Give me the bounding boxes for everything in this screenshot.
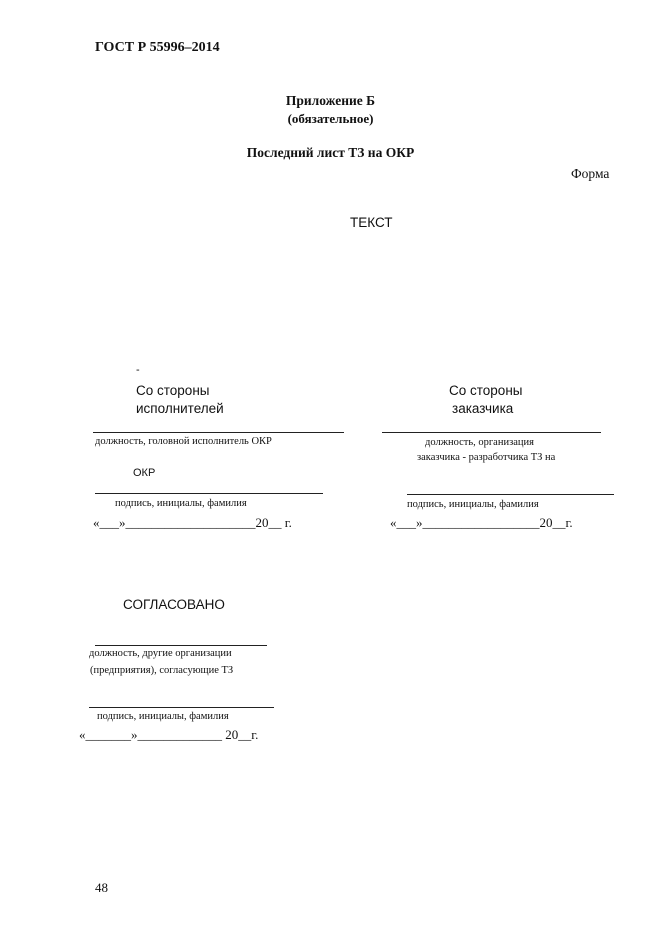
approved-label: СОГЛАСОВАНО [123, 597, 225, 612]
customer-signature-line [407, 494, 614, 495]
customer-side-label: Со стороны [449, 383, 523, 398]
document-code: ГОСТ Р 55996–2014 [95, 40, 220, 55]
form-label: Форма [571, 166, 610, 181]
customer-position-caption-cont: заказчика - разработчика ТЗ на [417, 452, 556, 463]
approved-signature-caption: подпись, инициалы, фамилия [97, 711, 229, 722]
executor-position-caption-cont: ОКР [133, 467, 156, 479]
customer-position-line [382, 432, 601, 433]
executor-side-label: Со стороны [136, 383, 210, 398]
sheet-title: Последний лист ТЗ на ОКР [246, 145, 415, 160]
executor-party: исполнителей [136, 401, 224, 416]
approved-position-caption-2: (предприятия), согласующие ТЗ [90, 665, 234, 676]
dash-mark: - [136, 364, 140, 376]
executor-signature-caption: подпись, инициалы, фамилия [115, 498, 247, 509]
executor-position-line [93, 432, 344, 433]
customer-position-caption: должность, организация [425, 437, 534, 448]
approved-position-line [95, 645, 267, 646]
customer-signature-caption: подпись, инициалы, фамилия [407, 499, 539, 510]
customer-date-line: «___»__________________20__г. [390, 515, 573, 530]
appendix-status: (обязательное) [287, 111, 374, 126]
appendix-title: Приложение Б [285, 93, 376, 108]
body-text-placeholder: ТЕКСТ [350, 215, 393, 230]
approved-date-line: «_______»_____________ 20__г. [79, 727, 259, 742]
page-number: 48 [95, 880, 108, 895]
approved-position-caption-1: должность, другие организации [89, 648, 232, 659]
approved-signature-line [89, 707, 274, 708]
customer-party: заказчика [452, 401, 514, 416]
executor-position-caption: должность, головной исполнитель ОКР [95, 436, 272, 447]
executor-signature-line [95, 493, 323, 494]
executor-date-line: «___»____________________20__ г. [93, 515, 292, 530]
